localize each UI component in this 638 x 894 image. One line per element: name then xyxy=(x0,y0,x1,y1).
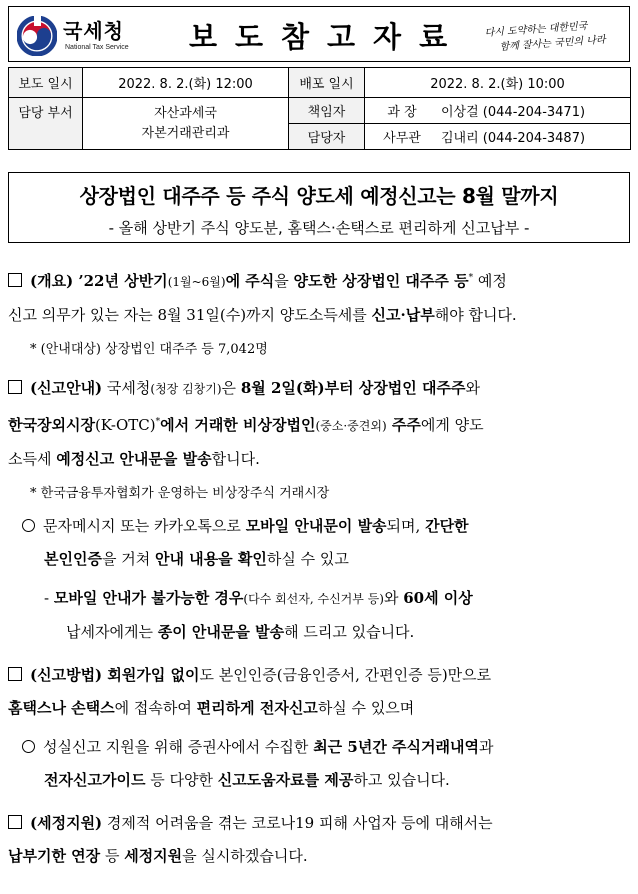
text-run: 최근 5년간 주식거래내역 xyxy=(313,738,479,756)
text-run: 신고·납부 xyxy=(371,306,435,324)
text-run: 예정신고 안내문을 발송 xyxy=(56,450,212,468)
text-run: 종이 안내문을 발송 xyxy=(157,623,285,641)
text-run: 을 xyxy=(274,272,294,290)
square-bullet-icon xyxy=(8,667,22,681)
square-bullet-icon xyxy=(8,273,22,287)
release-date-value: 2022. 8. 2.(화) 12:00 xyxy=(83,68,289,98)
square-bullet-icon xyxy=(8,815,22,829)
text-run: 소득세 xyxy=(8,450,57,468)
text-run: 8월 2일(화)부터 상장법인 대주주 xyxy=(240,379,466,397)
text-run: (1월~6월) xyxy=(167,275,226,289)
text-run: (K-OTC) xyxy=(94,416,156,434)
text-run: 홈택스나 손택스 xyxy=(8,699,115,717)
text-run: (세정지원) xyxy=(30,814,103,832)
department-line-2: 자본거래관리과 xyxy=(141,125,230,141)
contact-label: 담당자 xyxy=(289,124,365,150)
footnote-target-count: * (안내대상) 상장법인 대주주 등 7,042명 xyxy=(30,342,268,357)
department-value xyxy=(83,98,289,150)
paragraph-filing-method xyxy=(8,659,630,725)
release-date-label: 보도 일시 xyxy=(9,68,83,98)
contact-role: 사무관 xyxy=(383,131,421,146)
text-run: 에게 양도 xyxy=(420,416,484,434)
text-run: 한국장외시장 xyxy=(8,416,95,434)
headline-box xyxy=(8,172,630,243)
text-run: 와 xyxy=(465,379,480,397)
slogan-line-1: 다시 도약하는 대한민국 xyxy=(484,20,588,40)
text-run: 도 본인인증(금융인증서, 간편인증 등)만으로 xyxy=(199,666,492,684)
text-run: (청장 김창기) xyxy=(150,382,222,396)
text-run: 을 실시하겠습니다. xyxy=(182,847,308,865)
paragraph-overview xyxy=(8,262,630,332)
text-run: 등 다양한 xyxy=(145,771,218,789)
text-run: (중소·중견외) xyxy=(315,419,387,433)
text-run: (신고방법) 회원가입 없이 xyxy=(30,666,200,684)
text-run: 해야 합니다. xyxy=(434,306,517,324)
text-run: 합니다. xyxy=(211,450,260,468)
text-run: (다수 회선자, 수신거부 등) xyxy=(243,592,384,606)
taegeuk-emblem-icon xyxy=(17,16,57,56)
responsible-role: 과 장 xyxy=(387,105,417,120)
text-run: 문자메시지 또는 카카오톡으로 xyxy=(43,517,246,535)
text-run: 본인인증 xyxy=(44,550,102,568)
text-run: 주주 xyxy=(386,416,421,434)
agency-name: 국세청 xyxy=(63,19,124,43)
text-run: 편리하게 전자신고 xyxy=(196,699,318,717)
text-run: 성실신고 지원을 위해 증권사에서 수집한 xyxy=(43,738,314,756)
text-run: 경제적 어려움을 겪는 코로나19 피해 사업자 등에 대해서는 xyxy=(102,814,493,832)
square-bullet-icon xyxy=(8,380,22,394)
department-label: 담당 부서 xyxy=(9,98,83,150)
text-run: 간단한 xyxy=(425,517,469,535)
agency-english-name: National Tax Service xyxy=(65,44,129,51)
circle-bullet-icon xyxy=(22,519,35,532)
responsible-name: 이상걸 (044-204-3471) xyxy=(441,105,586,120)
text-run: 납부기한 연장 xyxy=(8,847,101,865)
paragraph-mobile-notice xyxy=(8,510,630,576)
text-run: 은 xyxy=(221,379,241,397)
text-run: (신고안내) xyxy=(30,379,103,397)
headline-subtitle: - 올해 상반기 주식 양도분, 홈택스·손택스로 편리하게 신고납부 - xyxy=(108,219,530,237)
contact-name: 김내리 (044-204-3487) xyxy=(441,131,586,146)
text-run: 하고 있습니다. xyxy=(353,771,450,789)
text-run: 안내 내용을 확인 xyxy=(154,550,267,568)
text-run: 60세 이상 xyxy=(403,589,473,607)
text-run: 신고도움자료를 제공 xyxy=(217,771,354,789)
text-run: 세정지원 xyxy=(124,847,183,865)
text-run: 예정 xyxy=(473,272,507,290)
document-type-title: 보도참고자료 xyxy=(189,20,466,54)
text-run: (개요) ’22년 상반기 xyxy=(30,272,168,290)
responsible-person xyxy=(365,98,631,124)
release-info-table xyxy=(8,67,631,150)
text-run: 모바일 안내가 불가능한 경우 xyxy=(53,589,244,607)
responsible-label: 책임자 xyxy=(289,98,365,124)
paragraph-notice xyxy=(8,372,630,476)
government-slogan xyxy=(484,16,630,56)
circle-bullet-icon xyxy=(22,740,35,753)
text-run: - xyxy=(44,589,54,607)
text-run: 국세청 xyxy=(102,379,151,397)
text-run: 해 드리고 있습니다. xyxy=(284,623,415,641)
text-run: 에서 거래한 비상장법인 xyxy=(160,416,316,434)
text-run: 을 거쳐 xyxy=(101,550,155,568)
text-run: 에 주식 xyxy=(225,272,275,290)
text-run: 과 xyxy=(478,738,494,756)
text-run: 납세자에게는 xyxy=(66,623,158,641)
paragraph-paper-notice xyxy=(8,582,630,649)
text-run: 신고 의무가 있는 자는 8월 31일(수)까지 양도소득세를 xyxy=(8,306,372,324)
press-body xyxy=(8,262,630,873)
headline-title: 상장법인 대주주 등 주식 양도세 예정신고는 8월 말까지 xyxy=(79,184,559,208)
footnote-mark: * xyxy=(155,417,161,427)
text-run: 전자신고가이드 xyxy=(44,771,146,789)
footnote-mark: * xyxy=(468,273,474,283)
department-line-1: 자산과세국 xyxy=(154,105,217,121)
slogan-line-2: 함께 잘사는 국민의 나라 xyxy=(499,34,606,54)
text-run: 와 xyxy=(383,589,404,607)
text-run: 등 xyxy=(100,847,125,865)
distribution-date-value: 2022. 8. 2.(화) 10:00 xyxy=(365,68,631,98)
distribution-date-label: 배포 일시 xyxy=(289,68,365,98)
document-header xyxy=(8,6,630,62)
paragraph-tax-support xyxy=(8,807,630,873)
text-run: 에 접속하여 xyxy=(114,699,197,717)
footnote-kotc: * 한국금융투자협회가 운영하는 비상장주식 거래시장 xyxy=(30,486,330,501)
text-run: 되며, xyxy=(386,517,426,535)
text-run: 양도한 상장법인 대주주 등 xyxy=(293,272,469,290)
text-run: 하실 수 있으며 xyxy=(317,699,415,717)
contact-person xyxy=(365,124,631,150)
text-run: 모바일 안내문이 발송 xyxy=(245,517,387,535)
text-run: 하실 수 있고 xyxy=(266,550,349,568)
paragraph-filing-aid xyxy=(8,731,630,797)
